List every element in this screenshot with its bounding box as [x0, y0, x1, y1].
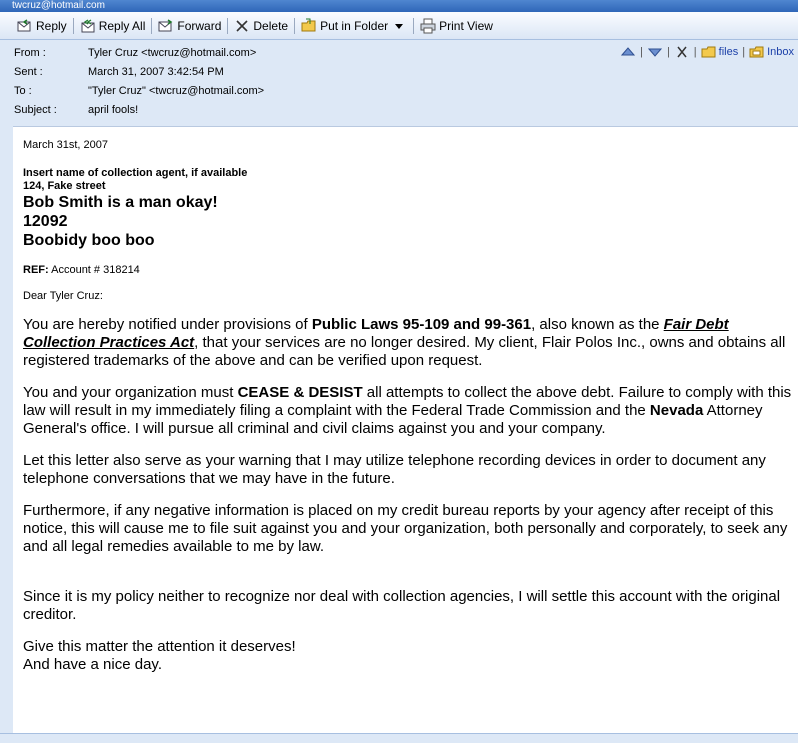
nav-divider: | [666, 46, 670, 58]
toolbar-divider [73, 18, 74, 34]
from-row [14, 44, 256, 62]
folder-icon [701, 44, 717, 60]
to-row [14, 82, 264, 100]
letter-date: March 31st, 2007 [23, 139, 108, 151]
from-label: From : [14, 47, 46, 59]
reply-all-button[interactable] [77, 15, 149, 37]
paragraph-2 [23, 384, 793, 438]
paragraph-1-text: , that your services are no longer desired. My client, Flair Polos Inc., owns and obtains all registered trademarks of the above and can be verified upon request. [23, 334, 786, 369]
subject-row [14, 101, 138, 119]
print-view-label: Print View [439, 18, 493, 33]
nav-divider: | [640, 46, 643, 58]
paragraph-2-text: all attempts to collect the above debt. Failure to comply with this law will result in my immediately filing a complaint with the Federal Trade Commission and the [23, 384, 792, 419]
paragraph-2-text: You and your organization must [23, 384, 238, 401]
files-folder-link[interactable]: files [718, 46, 739, 58]
delete-button[interactable] [231, 15, 291, 37]
put-in-folder-button[interactable] [298, 15, 410, 37]
nav-divider: | [693, 46, 697, 58]
dropdown-arrow-icon [391, 18, 407, 34]
closing-line-1: Give this matter the attention it deserves! [23, 638, 296, 655]
reply-all-icon [80, 18, 96, 34]
window-title-bar [0, 0, 798, 12]
reply-icon [17, 18, 33, 34]
bottom-toolbar [0, 733, 798, 743]
toolbar-divider [413, 18, 414, 34]
forward-button[interactable] [155, 15, 224, 37]
subject-value: april fools! [88, 104, 139, 116]
paragraph-6 [23, 638, 793, 674]
reply-label: Reply [36, 18, 67, 33]
greeting: Dear Tyler Cruz: [23, 290, 103, 302]
printer-icon [420, 18, 436, 34]
folder-icon [301, 18, 317, 34]
paragraph-1 [23, 316, 793, 370]
inbox-folder-link[interactable]: Inbox [767, 46, 794, 58]
toolbar-divider [151, 18, 152, 34]
next-message-icon[interactable] [647, 44, 663, 60]
cease-desist-text: CEASE & DESIST [237, 384, 363, 401]
close-icon[interactable] [674, 44, 690, 60]
nav-divider: | [742, 46, 746, 58]
window-title: twcruz@hotmail.com [12, 0, 105, 11]
message-toolbar [0, 12, 798, 40]
message-header [0, 40, 798, 124]
reply-button[interactable] [14, 15, 70, 37]
print-view-button[interactable] [417, 15, 496, 37]
from-value[interactable]: Tyler Cruz <twcruz@hotmail.com> [88, 47, 257, 59]
delete-x-icon [234, 18, 250, 34]
address-line-2: 12092 [23, 213, 68, 230]
sent-value: March 31, 2007 3:42:54 PM [88, 66, 224, 78]
sent-label: Sent : [14, 66, 43, 78]
sent-row [14, 63, 224, 81]
address-line-3: Boobidy boo boo [23, 232, 155, 249]
paragraph-4: Furthermore, if any negative information is placed on my credit bureau reports by your agency after receipt of this notice, this will cause me to file suit against you and your organization, both personally and corporately, to seek any and all legal remedies available to me by law. [23, 502, 788, 555]
paragraph-2-text: Attorney General's office. I will pursue all criminal and civil claims against you and your company. [23, 402, 763, 437]
to-label: To : [14, 85, 32, 97]
agent-line: Insert name of collection agent, if available [23, 167, 248, 179]
subject-label: Subject : [14, 104, 57, 116]
paragraph-1-text: You are hereby notified under provisions of [23, 316, 312, 333]
street-line: 124, Fake street [23, 180, 106, 192]
put-in-folder-label: Put in Folder [320, 18, 389, 33]
delete-label: Delete [253, 18, 289, 33]
toolbar-divider [294, 18, 295, 34]
paragraph-5: Since it is my policy neither to recognize nor deal with collection agencies, I will settle this account with the original creditor. [23, 588, 781, 623]
forward-icon [158, 18, 174, 34]
reference-line [23, 264, 788, 276]
message-body [13, 126, 798, 733]
ref-label: REF: [23, 264, 49, 276]
toolbar-divider [227, 18, 228, 34]
paragraph-3: Let this letter also serve as your warning that I may utilize telephone recording devices in order to document any telephone conversations that we may have in the future. [23, 452, 766, 487]
inbox-icon [749, 44, 765, 60]
forward-label: Forward [177, 18, 222, 33]
address-line-1: Bob Smith is a man okay! [23, 194, 218, 211]
closing-line-2: And have a nice day. [23, 656, 162, 673]
fdcpa-text: Fair Debt Collection Practices Act [23, 316, 729, 351]
message-navigation [620, 44, 794, 60]
reply-all-label: Reply All [98, 18, 146, 33]
nevada-text: Nevada [649, 402, 704, 419]
public-laws-text: Public Laws 95-109 and 99-361 [311, 316, 532, 333]
ref-text: Account # 318214 [48, 264, 140, 276]
to-value[interactable]: "Tyler Cruz" <twcruz@hotmail.com> [88, 85, 265, 97]
paragraph-1-text: , also known as the [531, 316, 664, 333]
previous-message-icon[interactable] [620, 44, 636, 60]
